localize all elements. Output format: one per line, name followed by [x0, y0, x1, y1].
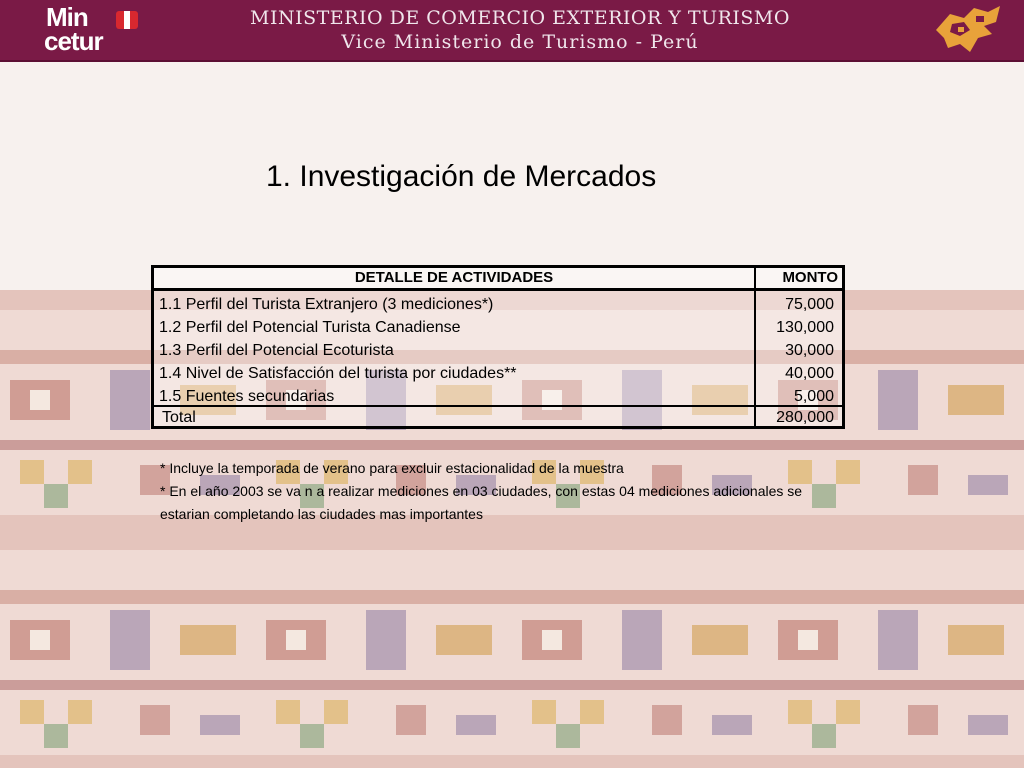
amount-cell: 40,000 — [785, 365, 834, 382]
activity-cell: 1.1 Perfil del Turista Extranjero (3 mediciones*) — [159, 296, 494, 313]
table-row — [154, 293, 842, 316]
bird-emblem-icon — [930, 4, 1004, 56]
activity-cell: 1.4 Nivel de Satisfacción del turista por ciudades** — [159, 365, 517, 382]
vice-ministry-name: Vice Ministerio de Turismo - Perú — [341, 31, 699, 53]
activity-cell: 1.5 Fuentes secundarias — [159, 388, 335, 405]
logo-text-cetur: cetur — [44, 26, 103, 56]
header-band — [0, 0, 1024, 62]
header-activities: DETALLE DE ACTIVIDADES — [354, 269, 554, 286]
ministry-name: MINISTERIO DE COMERCIO EXTERIOR Y TURISMO — [250, 7, 790, 29]
peru-flag-icon — [116, 11, 138, 29]
table-row — [154, 316, 842, 339]
table-header-row — [154, 268, 842, 291]
amount-cell: 130,000 — [776, 319, 834, 336]
table-row — [154, 362, 842, 385]
mincetur-logo — [44, 4, 144, 56]
amount-cell: 75,000 — [785, 296, 834, 313]
page-title: 1. Investigación de Mercados — [266, 160, 657, 193]
activity-cell: 1.2 Perfil del Potencial Turista Canadiense — [159, 319, 461, 336]
footnote-2-cont: estarian completando las ciudades mas importantes — [160, 506, 483, 522]
header-amount: MONTO — [754, 268, 842, 288]
footnote-2: * En el año 2003 se va n a realizar mediciones en 03 ciudades, con estas 04 mediciones adicionales se — [160, 483, 803, 499]
total-amount: 280,000 — [776, 409, 834, 426]
logo-text-min: Min — [46, 2, 88, 32]
ministry-title — [180, 6, 860, 54]
table-total-row — [154, 405, 842, 428]
amount-cell: 5,000 — [793, 388, 834, 405]
activity-cell: 1.3 Perfil del Potencial Ecoturista — [159, 342, 394, 359]
amount-cell: 30,000 — [785, 342, 834, 359]
activities-table — [151, 265, 845, 429]
total-label: Total — [162, 409, 196, 426]
table-body — [154, 293, 842, 408]
footnote-1: * Incluye la temporada de verano para excluir estacionalidad de la muestra — [160, 460, 624, 476]
table-row — [154, 339, 842, 362]
footnotes — [160, 457, 920, 526]
